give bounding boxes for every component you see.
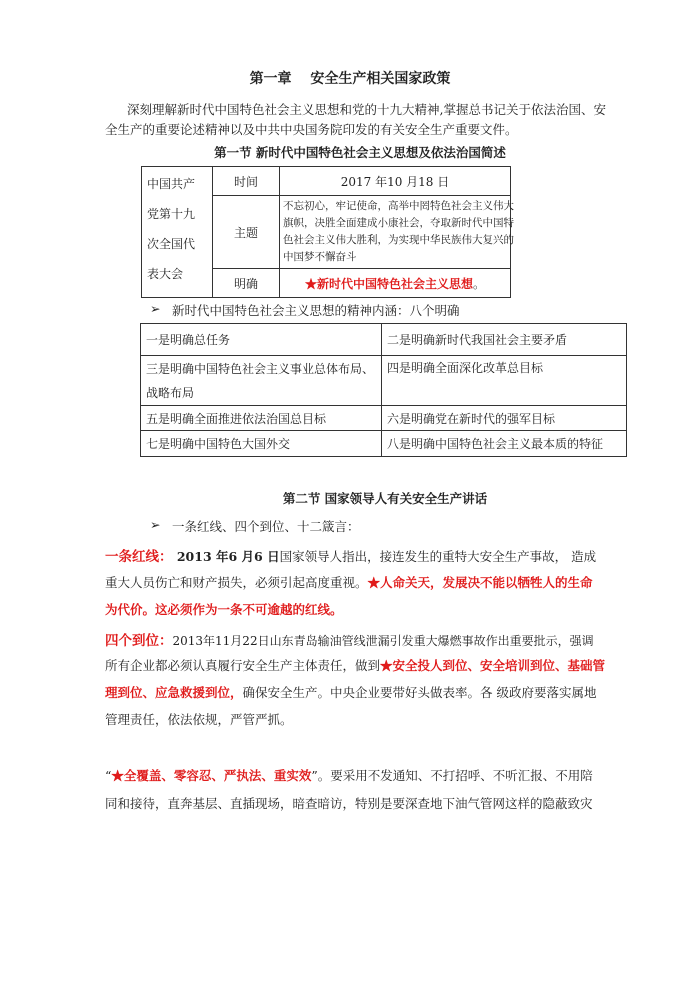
- congress-table: [141, 166, 514, 298]
- chapter-title: 第一章 安全生产相关国家政策: [249, 71, 451, 87]
- four-line: [105, 656, 605, 674]
- four-text: 2013年11月22日山东青岛输油管线泄漏引发重大爆燃事故作出重要批示，强调: [172, 634, 594, 648]
- eight-cell-line: 三是明确中国特色社会主义事业总体布局、: [146, 361, 375, 376]
- four-line: [105, 683, 597, 701]
- twelve-text: 。要采用不发通知、不打招呼、不听汇报、不用陪: [317, 768, 593, 783]
- four-line: 管理责任，依法依规，严管严抓。: [105, 712, 293, 727]
- congress-cell: [142, 167, 213, 298]
- redline-label: 一条红线：: [105, 549, 173, 565]
- congress-text: 中国共产: [147, 177, 196, 191]
- clear-value: [280, 269, 511, 298]
- theme-line: 中国梦不懈奋斗: [283, 251, 357, 263]
- redline-emphasis: 为代价。这必须作为一条不可逾越的红线。: [105, 602, 343, 617]
- section2-title: 第二节 国家领导人有关安全生产讲话: [282, 491, 488, 506]
- eight-cell: 一是明确总任务: [141, 324, 382, 356]
- redline-date: 2013 年6 月6 日: [172, 549, 280, 564]
- section2-bullet: 一条红线、四个到位、十二箴言：: [172, 519, 360, 534]
- eight-clear-table: [140, 323, 627, 457]
- eight-cell: 四是明确全面深化改革总目标: [382, 356, 627, 406]
- four-text: 确保安全生产。中央企业要带好头做表率。各 级政府要落实属地: [242, 685, 597, 700]
- congress-text: 党第十九: [147, 207, 196, 221]
- twelve-line: 同和接待，直奔基层、直插现场，暗查暗访，特别是要深查地下油气管网这样的隐蔽致灾: [105, 796, 593, 811]
- eight-cell: 七是明确中国特色大国外交: [141, 431, 382, 457]
- eight-cell: 二是明确新时代我国社会主要矛盾: [382, 324, 627, 356]
- redline-line: [105, 573, 593, 591]
- clear-label: 明确: [213, 269, 280, 298]
- eight-bullet: 新时代中国特色社会主义思想的精神内涵：八个明确: [172, 303, 460, 318]
- intro-line: 全生产的重要论述精神以及中共中央国务院印发的有关安全生产重要文件。: [105, 122, 518, 137]
- theme-label: 主题: [213, 196, 280, 269]
- time-value: 2017 年10 月18 日: [280, 167, 511, 196]
- clear-suffix: 。: [473, 276, 486, 291]
- congress-text: 次全国代: [147, 237, 196, 251]
- redline-line: [105, 545, 596, 565]
- twelve-label: ★全覆盖、零容忍、严执法、重实效: [111, 768, 312, 783]
- congress-text: 表大会: [147, 267, 184, 281]
- time-label: 时间: [213, 167, 280, 196]
- theme-line: 旗帜，决胜全面建成小康社会，夺取新时代中国特: [283, 217, 514, 229]
- clear-value-text: ★新时代中国特色社会主义思想: [304, 276, 473, 291]
- redline-text: 国家领导人指出，接连发生的重特大安全生产事故， 造成: [279, 549, 597, 564]
- eight-cell-line: 战略布局: [146, 385, 195, 400]
- theme-line: 色社会主义伟大胜利，为实现中华民族伟大复兴的: [283, 234, 514, 246]
- theme-value: [280, 196, 514, 269]
- four-label: 四个到位：: [105, 633, 173, 649]
- redline-text: 重大人员伤亡和财产损失，必须引起高度重视。: [105, 575, 368, 590]
- quote-close: ”: [311, 768, 318, 783]
- four-line: [105, 629, 594, 649]
- four-emphasis: ★安全投人到位、安全培训到位、基础管: [380, 658, 606, 673]
- twelve-line: [105, 766, 593, 784]
- four-emphasis: 理到位、应急救援到位，: [105, 685, 243, 700]
- bullet-arrow-icon: ➢: [150, 517, 161, 532]
- section1-title: 第一节 新时代中国特色社会主义思想及依法治国简述: [214, 145, 506, 160]
- redline-emphasis: ★人命关天，发展决不能以牺牲人的生命: [367, 575, 593, 590]
- eight-cell: 五是明确全面推进依法治国总目标: [141, 406, 382, 431]
- intro-line: 深刻理解新时代中国特色社会主义思想和党的十九大精神,掌握总书记关于依法治国、安: [127, 102, 606, 117]
- four-text: 所有企业都必须认真履行安全生产主体责任，做到: [105, 658, 381, 673]
- eight-cell: 八是明确中国特色社会主义最本质的特征: [382, 431, 627, 457]
- quote-open: “: [105, 768, 112, 783]
- eight-cell: 六是明确党在新时代的强军目标: [382, 406, 627, 431]
- bullet-arrow-icon: ➢: [150, 301, 161, 316]
- eight-cell: [141, 356, 382, 406]
- theme-line: 不忘初心，牢记使命，高举中罔特色社会主义伟大: [283, 200, 514, 212]
